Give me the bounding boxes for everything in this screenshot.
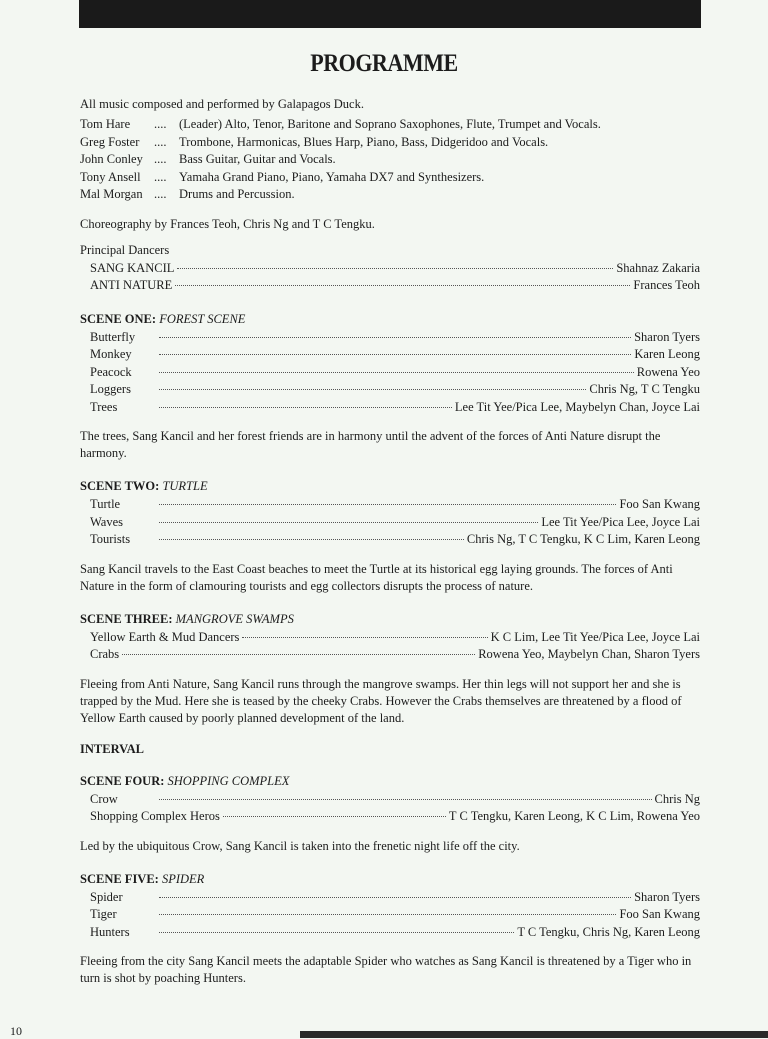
separator: .... xyxy=(154,134,167,149)
scene-description: Sang Kancil travels to the East Coast beaches to meet the Turtle at its historical egg laying grounds. The forces of Anti Nature in the form of clamouring tourists and egg collectors disrupts the process of nature. xyxy=(80,561,673,593)
scene-heading xyxy=(80,311,700,327)
cast-name: Rowena Yeo, Maybelyn Chan, Sharon Tyers xyxy=(478,647,700,661)
role-name: Turtle xyxy=(90,497,121,511)
musician-row xyxy=(80,134,700,152)
musician-name: Tom Hare xyxy=(80,117,131,131)
scene-description: Led by the ubiquitous Crow, Sang Kancil is taken into the frenetic night life off the city. xyxy=(80,838,520,853)
role-name: Butterfly xyxy=(90,329,136,344)
cast-name: Frances Teoh xyxy=(633,278,700,292)
cast-row xyxy=(90,629,700,647)
separator: .... xyxy=(154,169,167,184)
dot-leader xyxy=(159,406,452,408)
musicians-list xyxy=(80,116,700,204)
dot-leader xyxy=(159,538,464,540)
cast-row xyxy=(90,399,700,417)
dot-leader xyxy=(159,388,586,390)
scene-cast-list xyxy=(80,629,700,664)
page-title: PROGRAMME xyxy=(310,50,458,77)
role-name: Loggers xyxy=(90,382,131,396)
cast-row xyxy=(90,496,700,514)
cast-row xyxy=(90,364,700,382)
scene-subtitle: MANGROVE SWAMPS xyxy=(175,611,294,626)
scene-cast-list xyxy=(80,889,700,942)
programme-content xyxy=(80,96,700,987)
role-name: Tourists xyxy=(90,532,131,546)
musician-name: Mal Morgan xyxy=(80,187,143,201)
dot-leader xyxy=(177,267,613,269)
cast-row xyxy=(90,924,700,942)
musician-row xyxy=(80,116,700,134)
musician-row xyxy=(80,151,700,169)
cast-row xyxy=(90,791,700,809)
scene-heading xyxy=(80,611,700,627)
musician-name: Tony Ansell xyxy=(80,169,141,184)
separator: .... xyxy=(154,187,167,201)
cast-name: K C Lim, Lee Tit Yee/Pica Lee, Joyce Lai xyxy=(490,629,700,644)
bottom-dark-strip xyxy=(300,1031,768,1038)
scene-heading xyxy=(80,478,700,494)
cast-row xyxy=(90,808,700,826)
dot-leader xyxy=(159,931,514,933)
role-name: Waves xyxy=(90,514,124,529)
role-name: Trees xyxy=(90,399,118,414)
cast-row xyxy=(90,906,700,924)
dot-leader xyxy=(159,521,538,523)
cast-row xyxy=(90,277,700,295)
musician-row xyxy=(80,169,700,187)
cast-name: Karen Leong xyxy=(634,347,700,361)
principal-dancers-list xyxy=(80,260,700,295)
scene-description: Fleeing from Anti Nature, Sang Kancil runs through the mangrove swamps. Her thin legs will not support her and she is trapped by the Mud. Here she is teased by the cheeky Crabs. However the Crabs themselves are threatened by a flood of Yellow Earth caused by poorly planned development of the land. xyxy=(80,676,682,725)
cast-row xyxy=(90,646,700,664)
page-number: 10 xyxy=(10,1024,22,1038)
musician-row xyxy=(80,186,700,204)
scene-subtitle: SPIDER xyxy=(161,871,205,886)
dot-leader xyxy=(242,636,487,638)
role-name: Crow xyxy=(90,791,118,806)
cast-name: Shahnaz Zakaria xyxy=(616,260,700,275)
dot-leader xyxy=(159,371,634,373)
cast-name: Lee Tit Yee/Pica Lee, Maybelyn Chan, Joyce Lai xyxy=(454,399,700,414)
dot-leader xyxy=(159,798,652,800)
cast-name: Foo San Kwang xyxy=(619,497,700,511)
cast-name: Chris Ng, T C Tengku xyxy=(589,382,700,396)
cast-name: Foo San Kwang xyxy=(619,907,700,921)
role-name: Yellow Earth & Mud Dancers xyxy=(90,629,240,644)
role-name: Hunters xyxy=(90,924,130,939)
cast-row xyxy=(90,329,700,347)
dot-leader xyxy=(159,336,631,338)
separator: .... xyxy=(154,152,167,166)
separator: .... xyxy=(154,117,167,131)
dot-leader xyxy=(223,815,446,817)
cast-name: Lee Tit Yee/Pica Lee, Joyce Lai xyxy=(541,514,700,529)
cast-row xyxy=(90,889,700,907)
cast-name: Sharon Tyers xyxy=(634,889,700,904)
scene-heading xyxy=(80,773,700,789)
scene-subtitle: SHOPPING COMPLEX xyxy=(167,773,290,788)
role-name: SANG KANCIL xyxy=(90,260,175,275)
scene-cast-list xyxy=(80,329,700,417)
role-name: ANTI NATURE xyxy=(90,278,173,292)
cast-name: T C Tengku, Chris Ng, Karen Leong xyxy=(517,924,700,939)
role-name: Monkey xyxy=(90,347,132,361)
scene-cast-list xyxy=(80,791,700,826)
top-black-bar xyxy=(79,0,701,28)
dot-leader xyxy=(175,284,630,286)
scene-cast-list xyxy=(80,496,700,549)
role-name: Tiger xyxy=(90,907,117,921)
dot-leader xyxy=(159,503,616,505)
cast-row xyxy=(90,531,700,549)
role-name: Peacock xyxy=(90,364,132,379)
role-name: Crabs xyxy=(90,647,120,661)
musician-instruments: Trombone, Harmonicas, Blues Harp, Piano, Bass, Didgeridoo and Vocals. xyxy=(179,134,549,149)
scene-description: Fleeing from the city Sang Kancil meets the adaptable Spider who watches as Sang Kancil is threatened by a Tiger who in turn is shot by poaching Hunters. xyxy=(80,954,692,985)
interval-label: INTERVAL xyxy=(80,741,144,756)
scene-subtitle: FOREST SCENE xyxy=(159,311,246,326)
cast-row xyxy=(90,381,700,399)
scene-number: SCENE TWO: xyxy=(80,479,160,493)
role-name: Shopping Complex Heros xyxy=(90,809,220,823)
dot-leader xyxy=(159,913,616,915)
role-name: Spider xyxy=(90,889,123,904)
cast-row xyxy=(90,346,700,364)
scene-subtitle: TURTLE xyxy=(162,479,208,493)
scene-number: SCENE FIVE: xyxy=(80,871,159,886)
cast-name: Rowena Yeo xyxy=(636,364,700,379)
musician-instruments: Drums and Percussion. xyxy=(179,187,295,201)
principal-dancers-label: Principal Dancers xyxy=(80,242,170,257)
musician-name: John Conley xyxy=(80,152,143,166)
scene-number: SCENE FOUR: xyxy=(80,773,165,788)
dot-leader xyxy=(159,896,631,898)
cast-name: T C Tengku, Karen Leong, K C Lim, Rowena Yeo xyxy=(448,809,700,823)
choreography-credit: Choreography by Frances Teoh, Chris Ng and T C Tengku. xyxy=(80,216,375,231)
dot-leader xyxy=(122,653,475,655)
cast-name: Chris Ng, T C Tengku, K C Lim, Karen Leong xyxy=(466,532,700,546)
scene-description: The trees, Sang Kancil and her forest friends are in harmony until the advent of the forces of Anti Nature disrupt the harmony. xyxy=(80,429,661,460)
musician-name: Greg Foster xyxy=(80,134,140,149)
musician-instruments: Bass Guitar, Guitar and Vocals. xyxy=(179,152,336,166)
scene-number: SCENE ONE: xyxy=(80,311,157,326)
scene-heading xyxy=(80,871,700,887)
music-intro: All music composed and performed by Galapagos Duck. xyxy=(80,97,364,111)
scene-number: SCENE THREE: xyxy=(80,611,173,626)
cast-name: Chris Ng xyxy=(654,791,700,806)
musician-instruments: Yamaha Grand Piano, Piano, Yamaha DX7 and Synthesizers. xyxy=(179,169,485,184)
cast-row xyxy=(90,514,700,532)
dot-leader xyxy=(159,353,631,355)
cast-name: Sharon Tyers xyxy=(634,329,700,344)
cast-row xyxy=(90,260,700,278)
musician-instruments: (Leader) Alto, Tenor, Baritone and Soprano Saxophones, Flute, Trumpet and Vocals. xyxy=(179,117,601,131)
